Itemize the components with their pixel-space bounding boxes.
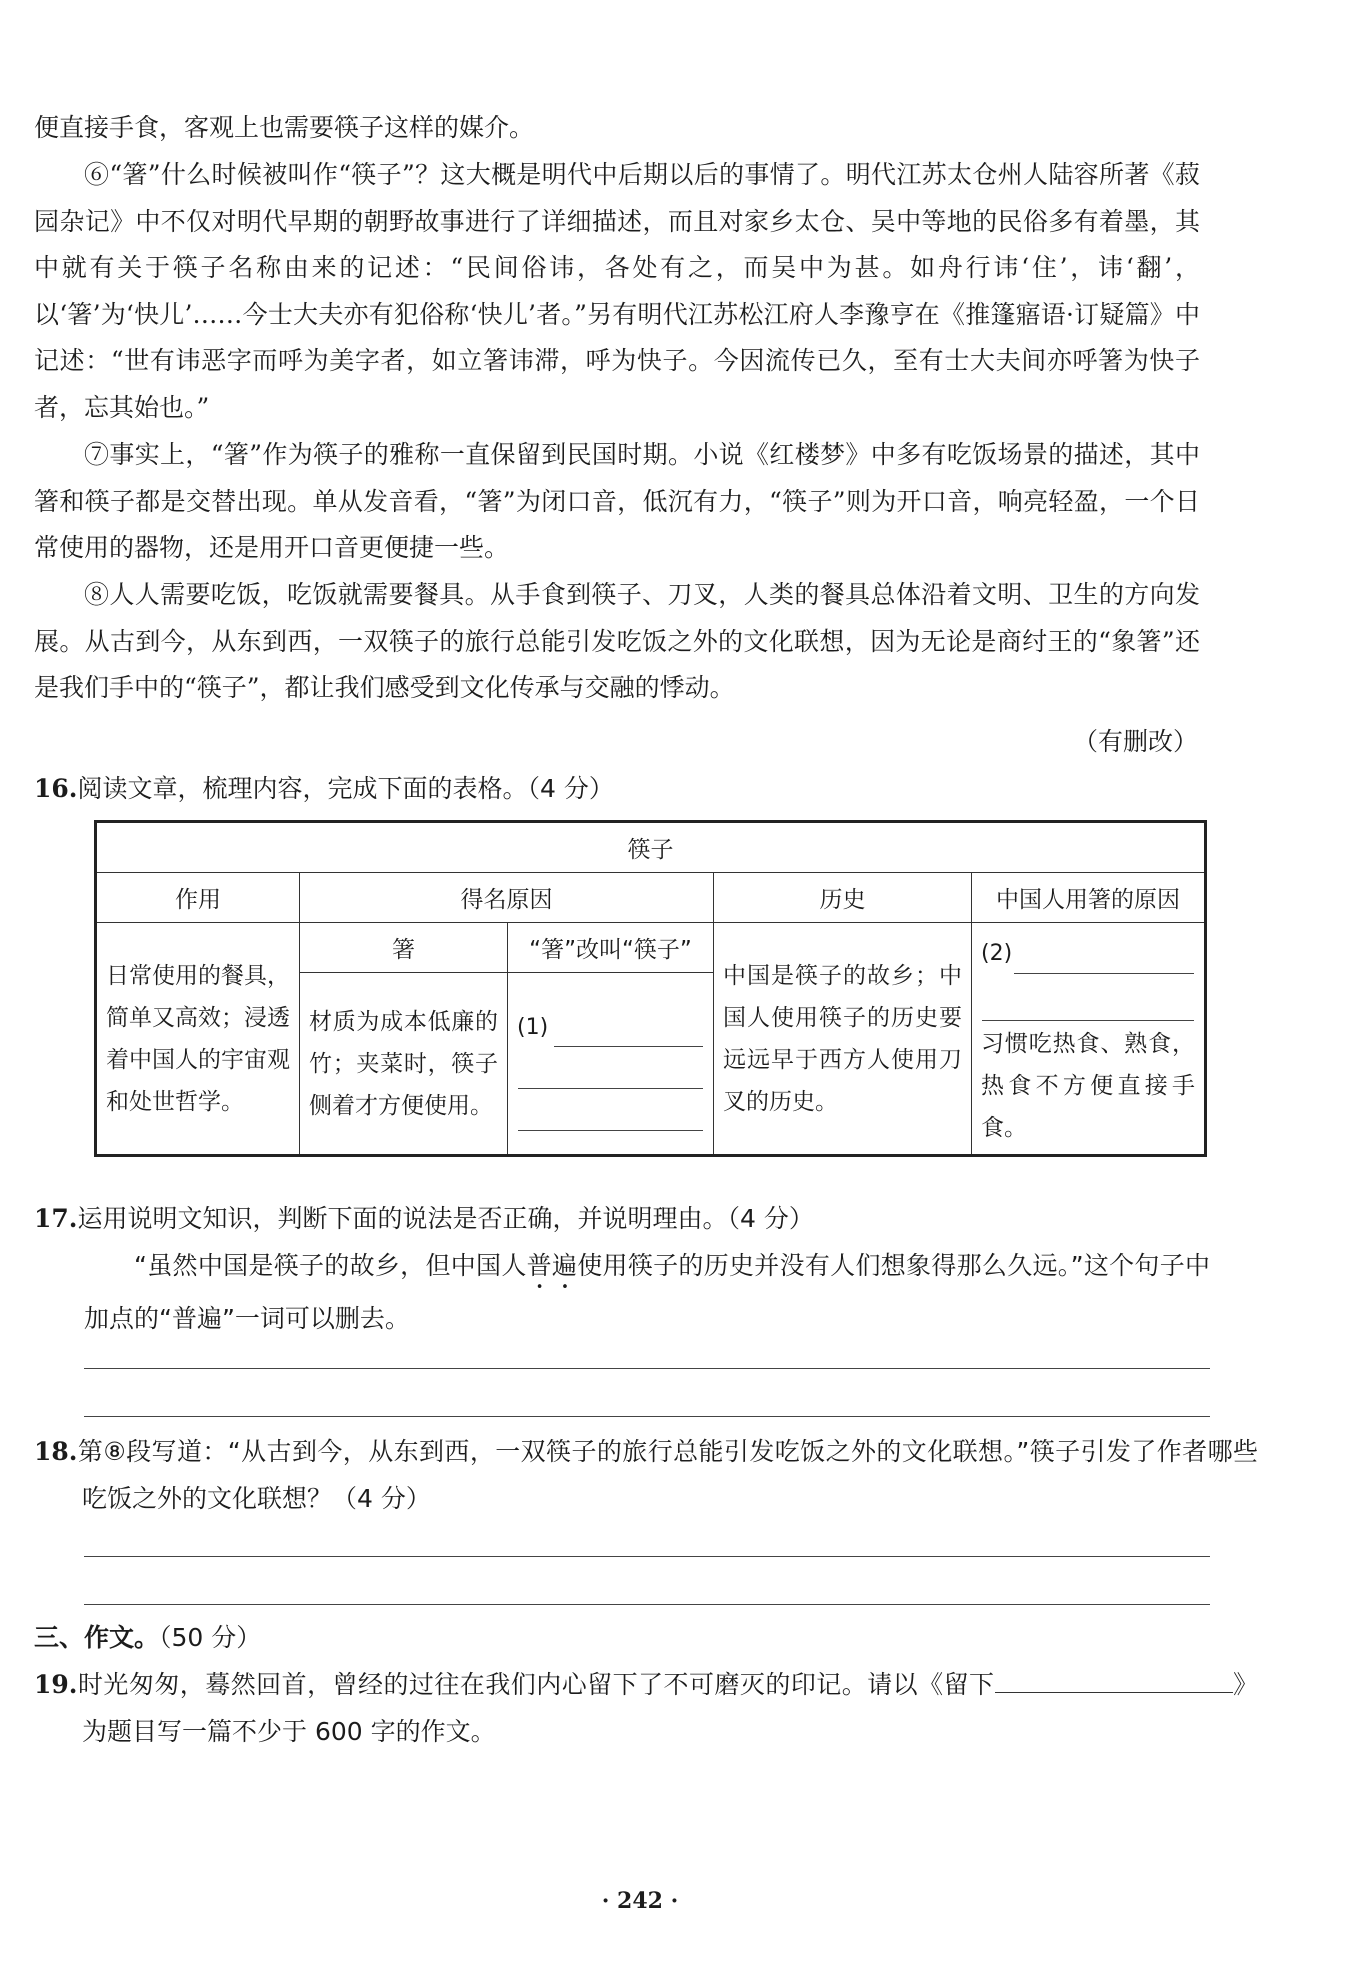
rename-cell xyxy=(508,973,714,1156)
paragraph-7: ⑦事实上，“箸”作为筷子的雅称一直保留到民国时期。小说《红楼梦》中多有吃饭场景的描述，其中箸和筷子都是交替出现。单从发音看，“箸”为闭口音，低沉有力，“筷子”则为开口音，响亮轻盈，一个日常使用的器物，还是用开口音更便捷一些。 xyxy=(34,440,1200,562)
header-naming: 得名原因 xyxy=(300,873,714,923)
question-18-number: 18. xyxy=(34,1437,78,1466)
question-17 xyxy=(34,1195,1258,1242)
subheader-zhu: 箸 xyxy=(300,923,508,973)
answer-line[interactable] xyxy=(84,1604,1210,1605)
blank-2-label: (2) xyxy=(981,941,1013,966)
question-16 xyxy=(34,765,1210,812)
answer-line[interactable] xyxy=(1014,973,1194,974)
source-note: （有删改） xyxy=(1072,727,1198,756)
section-3-heading xyxy=(34,1614,1210,1661)
answer-line[interactable] xyxy=(518,1088,703,1089)
header-reason: 中国人用箸的原因 xyxy=(972,873,1206,923)
section-3-title: 三、作文。 xyxy=(34,1623,160,1652)
question-19-text-a: 时光匆匆，蓦然回首，曾经的过往在我们内心留下了不可磨灭的印记。请以《留下 xyxy=(77,1670,995,1699)
title-blank[interactable] xyxy=(995,1667,1085,1693)
quote-dotted-word: 普遍 xyxy=(526,1251,578,1280)
title-blank-continued[interactable] xyxy=(1085,1667,1233,1693)
page-number: · 242 · xyxy=(601,1888,679,1914)
question-17-quote xyxy=(84,1242,1210,1342)
quote-part-2: 使用筷子的历史并没有人们想象得那么久远。”这个句子中加点的“普遍”一词可以删去。 xyxy=(84,1251,1210,1333)
section-3-score: （50 分） xyxy=(159,1623,262,1652)
zhu-cell: 材质为成本低廉的竹；夹菜时，筷子侧着才方便使用。 xyxy=(300,973,508,1156)
question-16-number: 16. xyxy=(34,774,78,803)
paragraph-5-tail: 便直接手食，客观上也需要筷子这样的媒介。 xyxy=(34,113,535,142)
question-19 xyxy=(34,1661,1258,1755)
answer-line[interactable] xyxy=(518,1130,703,1131)
table-title: 筷子 xyxy=(96,822,1206,873)
answer-line[interactable] xyxy=(84,1556,1210,1557)
subheader-rename: “箸”改叫“筷子” xyxy=(508,923,714,973)
question-18-text: 第⑧段写道：“从古到今，从东到西，一双筷子的旅行总能引发吃饭之外的文化联想。”筷子引发了作者哪些吃饭之外的文化联想？（4 分） xyxy=(77,1437,1258,1513)
quote-part-1: “虽然中国是筷子的故乡，但中国人 xyxy=(134,1251,527,1280)
header-function: 作用 xyxy=(96,873,300,923)
blank-1-label: (1) xyxy=(517,1015,549,1040)
answer-line[interactable] xyxy=(982,1020,1194,1021)
question-18 xyxy=(34,1428,1258,1522)
reason-cell xyxy=(972,923,1206,1156)
chopsticks-table xyxy=(94,820,1207,1157)
question-19-number: 19. xyxy=(34,1670,78,1699)
function-cell: 日常使用的餐具，简单又高效；浸透着中国人的宇宙观和处世哲学。 xyxy=(96,923,300,1156)
question-17-number: 17. xyxy=(34,1204,78,1233)
reason-text: 习惯吃热食、熟食，热食不方便直接手食。 xyxy=(981,1031,1196,1141)
header-history: 历史 xyxy=(714,873,972,923)
answer-line[interactable] xyxy=(84,1368,1210,1369)
question-19-text-b: 》为题目写一篇不少于 600 字的作文。 xyxy=(82,1670,1258,1746)
question-16-text: 阅读文章，梳理内容，完成下面的表格。（4 分） xyxy=(77,774,614,803)
question-17-text: 运用说明文知识，判断下面的说法是否正确，并说明理由。（4 分） xyxy=(77,1204,814,1233)
answer-line[interactable] xyxy=(554,1046,703,1047)
paragraph-6: ⑥“箸”什么时候被叫作“筷子”？这大概是明代中后期以后的事情了。明代江苏太仓州人陆容所著《菽园杂记》中不仅对明代早期的朝野故事进行了详细描述，而且对家乡太仓、吴中等地的民俗多有着墨，其中就有关于筷子名称由来的记述：“民间俗讳，各处有之，而吴中为甚。如舟行讳‘住’，讳‘翻’，以‘箸’为‘快儿’……今士大夫亦有犯俗称‘快儿’者。”另有明代江苏松江府人李豫亨在《推篷寤语·订疑篇》中记述：“世有讳恶字而呼为美字者，如立箸讳滞，呼为快子。今因流传已久，至有士大夫间亦呼箸为快子者，忘其始也。” xyxy=(34,160,1200,422)
history-cell: 中国是筷子的故乡；中国人使用筷子的历史要远远早于西方人使用刀叉的历史。 xyxy=(714,923,972,1156)
answer-line[interactable] xyxy=(84,1416,1210,1417)
paragraph-8: ⑧人人需要吃饭，吃饭就需要餐具。从手食到筷子、刀叉，人类的餐具总体沿着文明、卫生的方向发展。从古到今，从东到西，一双筷子的旅行总能引发吃饭之外的文化联想，因为无论是商纣王的“象箸”还是我们手中的“筷子”，都让我们感受到文化传承与交融的悸动。 xyxy=(34,580,1200,702)
